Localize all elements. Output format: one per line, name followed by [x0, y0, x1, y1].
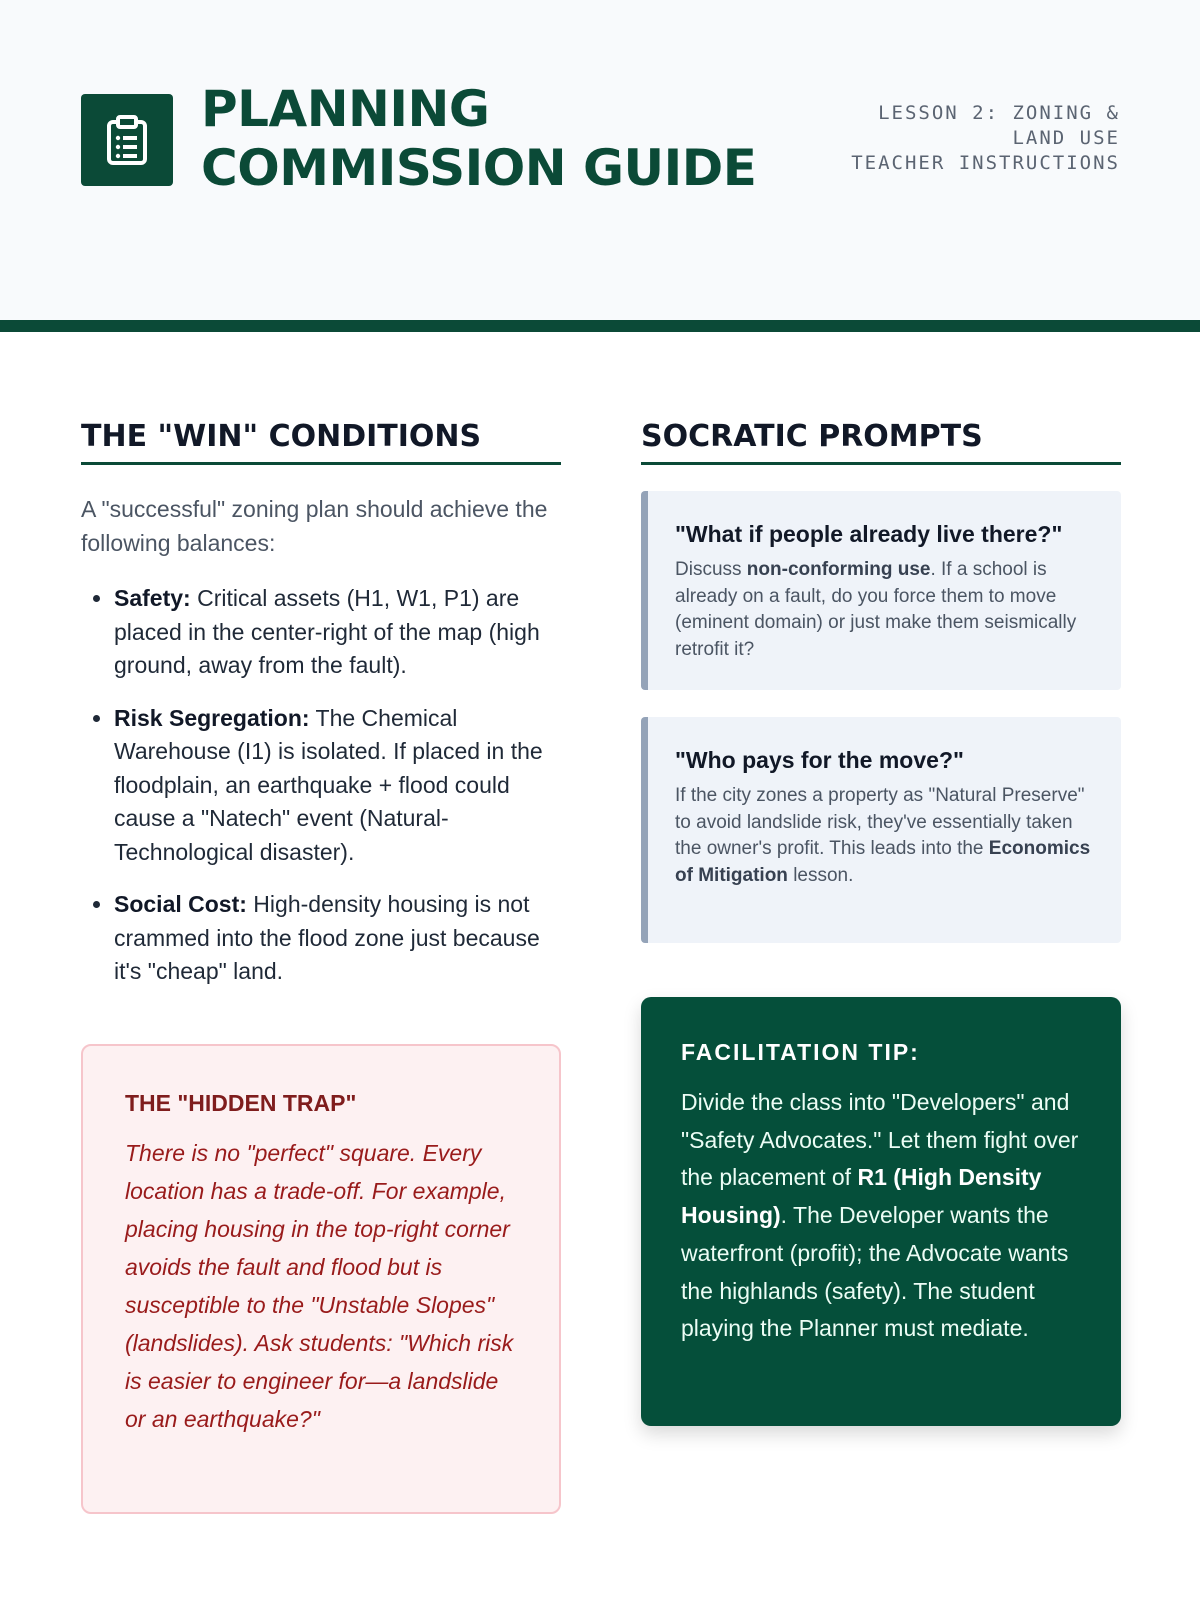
win-conditions-heading: THE "WIN" CONDITIONS — [81, 418, 561, 465]
page-title — [201, 80, 756, 198]
facilitation-tip-box — [641, 997, 1121, 1426]
title-line-1: PLANNING — [201, 80, 490, 138]
win-conditions-list — [81, 582, 561, 989]
facilitation-tip-body — [681, 1084, 1083, 1348]
prompt-text: lesson. — [787, 864, 854, 886]
hidden-trap-box — [81, 1044, 561, 1514]
item-label: Social Cost: — [114, 891, 247, 917]
tip-text: Divide the class into "Developers" and "Safety Advocates." Let them fight over the placement of — [681, 1089, 1079, 1191]
win-conditions-intro: A "successful" zoning plan should achieve the following balances: — [81, 496, 548, 556]
page-header — [0, 0, 1200, 332]
lesson-line-1: LESSON 2: ZONING & — [878, 102, 1120, 124]
win-conditions-section — [81, 418, 561, 1432]
clipboard-icon — [105, 114, 149, 166]
logo — [81, 94, 173, 186]
prompt-text: Discuss — [675, 559, 747, 580]
socratic-prompts-heading: SOCRATIC PROMPTS — [641, 418, 1121, 465]
item-label: Safety: — [114, 585, 191, 611]
item-text: Critical assets (H1, W1, P1) are placed in the center-right of the map (high ground, away from the fault). — [114, 585, 540, 678]
prompt-card — [641, 717, 1121, 943]
prompt-body — [675, 557, 1093, 663]
prompt-body — [675, 783, 1093, 889]
hidden-trap-body: There is no "perfect" square. Every location has a trade-off. For example, placing housing in the top-right corner avoids the fault and flood but is susceptible to the "Unstable Slopes" (landslides). Ask students: "Which risk is easier to engineer for—a landslide or an earthquake?" — [125, 1140, 514, 1432]
prompt-text: If the city zones a property as "Natural Preserve" to avoid landslide risk, they've essentially taken the owner's profit. This leads into the — [675, 785, 1085, 859]
prompt-title: "What if people already live there?" — [675, 521, 1063, 547]
prompt-card — [641, 491, 1121, 690]
prompt-emphasis: non-conforming use — [746, 559, 931, 580]
tip-emphasis: R1 (High Density Housing) — [681, 1164, 1042, 1229]
item-label: Risk Segregation: — [114, 704, 310, 731]
item-text: The Chemical Warehouse (I1) is isolated. If placed in the floodplain, an earthquake + flood could cause a "Natech" event (Natural-Technological disaster). — [114, 704, 543, 865]
audience-label: TEACHER INSTRUCTIONS — [851, 152, 1120, 174]
tip-text: . The Developer wants the waterfront (profit); the Advocate wants the highlands (safety). The student playing the Planner must mediate. — [681, 1202, 1069, 1342]
prompt-emphasis: Economics of Mitigation — [675, 838, 1091, 886]
list-item — [114, 888, 561, 989]
item-text: High-density housing is not crammed into the flood zone just because it's "cheap" land. — [114, 891, 540, 984]
hidden-trap-heading: THE "HIDDEN TRAP" — [125, 1090, 357, 1116]
prompt-text: . If a school is already on a fault, do you force them to move (eminent domain) or just make them seismically retrofit it? — [675, 559, 1077, 660]
title-line-2: COMMISSION GUIDE — [201, 139, 757, 197]
prompt-title: "Who pays for the move?" — [675, 747, 964, 773]
list-item — [114, 702, 561, 870]
lesson-meta — [851, 101, 1120, 176]
lesson-line-2: LAND USE — [1012, 127, 1120, 149]
socratic-prompts-section — [641, 418, 1121, 1342]
facilitation-tip-heading: FACILITATION TIP: — [681, 1039, 920, 1065]
list-item — [114, 582, 561, 683]
